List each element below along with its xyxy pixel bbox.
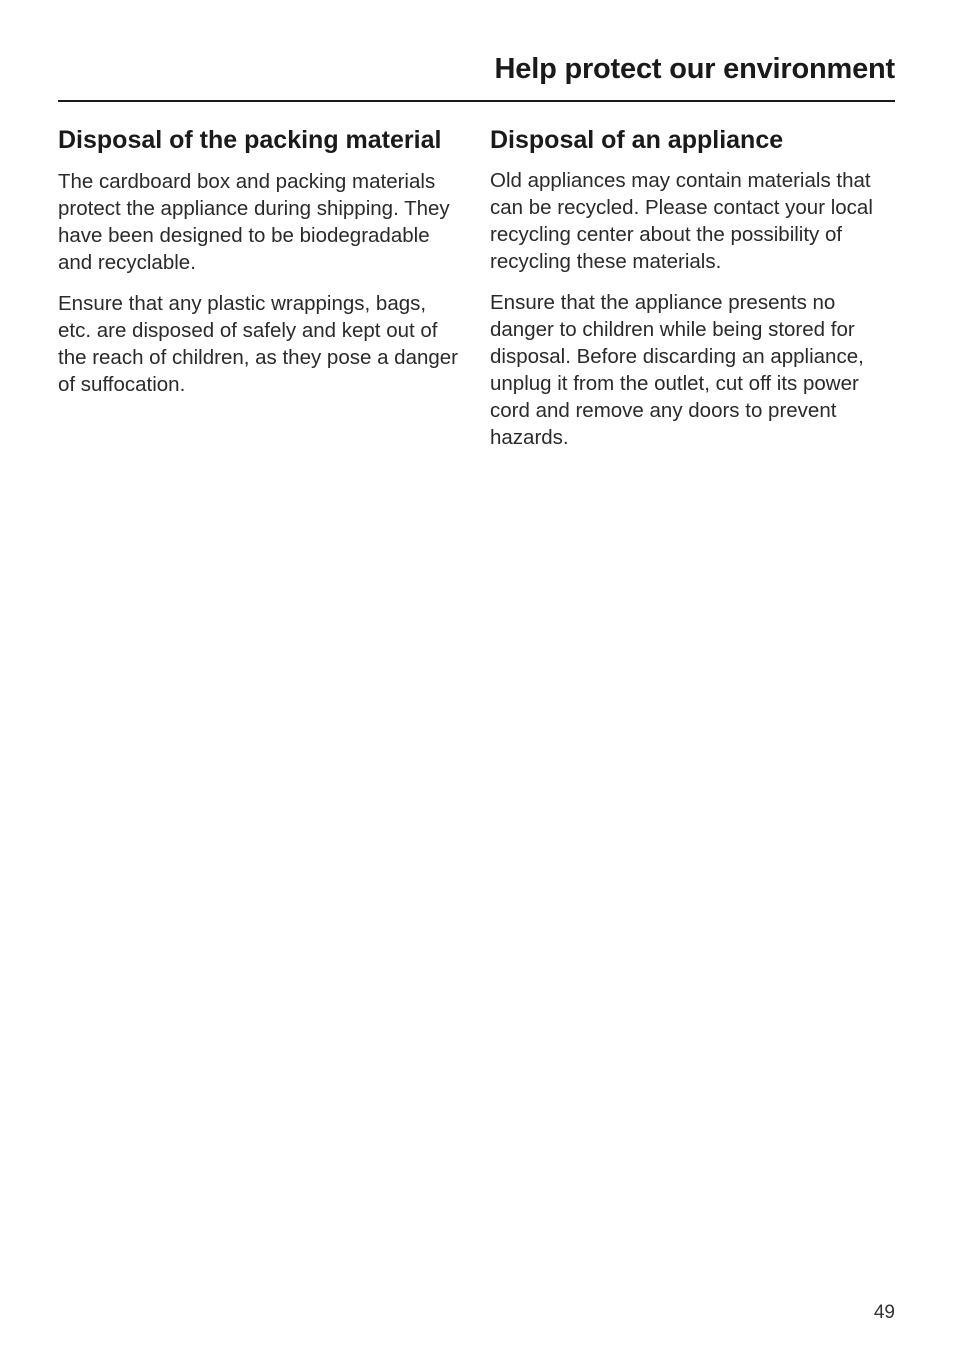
left-column <box>58 124 458 412</box>
appliance-disposal-heading: Disposal of an appliance <box>490 126 784 154</box>
appliance-disposal-paragraph: Ensure that the appliance presents no danger to children while being stored for disposal. Before discarding an appliance, unplug it from the outlet, cut off its power cord and remove any doors to prevent hazards. <box>490 291 864 449</box>
page-number: 49 <box>873 1302 895 1323</box>
page-header <box>58 50 895 102</box>
right-column <box>490 124 895 465</box>
appliance-disposal-paragraph: Old appliances may contain materials that can be recycled. Please contact your local recycling center about the possibility of recycling these materials. <box>490 169 873 273</box>
packing-disposal-paragraph: The cardboard box and packing materials protect the appliance during shipping. They have been designed to be biodegradable and recyclable. <box>58 170 450 274</box>
packing-disposal-heading: Disposal of the packing material <box>58 126 442 154</box>
packing-disposal-paragraph: Ensure that any plastic wrappings, bags, etc. are disposed of safely and kept out of the reach of children, as they pose a danger of suffocation. <box>58 292 459 396</box>
page-title: Help protect our environment <box>494 53 895 85</box>
